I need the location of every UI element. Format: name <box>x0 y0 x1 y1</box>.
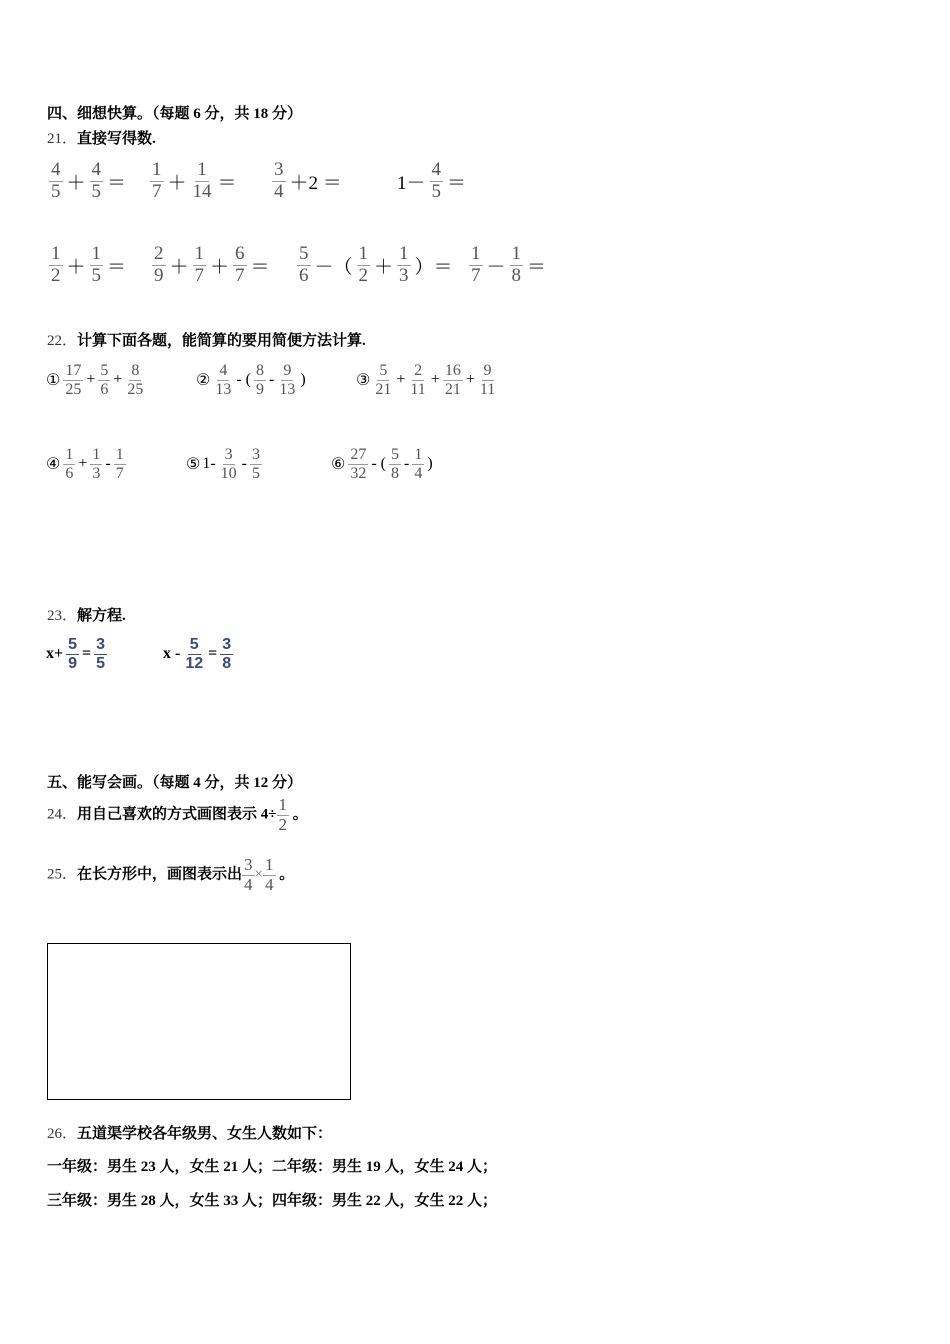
q23-equation-2 <box>162 636 235 672</box>
operator: - <box>269 371 275 389</box>
numerator: 9 <box>483 362 492 379</box>
numerator: 17 <box>65 362 82 379</box>
q21-expr-5 <box>47 244 128 287</box>
numerator: 5 <box>391 446 399 463</box>
q26-number: 26． <box>47 1126 78 1142</box>
denominator: 5 <box>91 264 102 286</box>
operator: = <box>82 645 92 663</box>
operator: ⑥ <box>331 456 346 474</box>
fraction <box>219 446 239 482</box>
numerator: 27 <box>350 446 367 463</box>
numerator: 1 <box>65 446 74 463</box>
numerator: 8 <box>256 362 264 379</box>
q25-end: 。 <box>279 866 295 883</box>
operator: －（ <box>314 256 353 278</box>
numerator: 6 <box>235 243 245 264</box>
denominator: 2 <box>358 264 369 286</box>
section5-title: 五、能写会画。（每题 4 分，共 12 分） <box>47 775 303 791</box>
q23-text: 解方程. <box>77 608 126 624</box>
operator: = <box>208 645 218 663</box>
denominator: 13 <box>279 380 296 398</box>
numerator: 1 <box>194 243 205 264</box>
numerator: 4 <box>219 362 228 379</box>
q24-fraction <box>277 796 290 834</box>
operator: ＋2 ＝ <box>289 172 342 194</box>
operator: ）＝ <box>414 256 453 278</box>
operator: ⑤ <box>186 456 201 474</box>
denominator: 3 <box>92 464 101 482</box>
fraction <box>114 446 126 482</box>
numerator: 1 <box>197 159 207 180</box>
fraction <box>430 160 444 203</box>
q21-expr-2 <box>148 160 239 203</box>
denominator: 14 <box>192 180 212 202</box>
q21-heading <box>47 127 156 148</box>
operator: ② <box>196 372 211 390</box>
denominator: 7 <box>194 264 205 286</box>
denominator: 4 <box>265 874 274 894</box>
q25-text: 在长方形中，画图表示出 <box>77 866 243 883</box>
q25-fraction-2 <box>263 856 276 894</box>
denominator: 6 <box>100 380 109 398</box>
operator: x - <box>163 645 181 663</box>
numerator: 4 <box>91 159 102 180</box>
numerator: 1 <box>278 795 287 814</box>
denominator: 5 <box>91 180 102 202</box>
q21-expr-8 <box>467 244 548 287</box>
denominator: 32 <box>350 464 367 482</box>
fraction <box>150 160 164 203</box>
operator: ＝ <box>527 256 547 278</box>
q22-expr-2 <box>195 362 307 398</box>
operator: - ( <box>371 455 386 473</box>
section4-title: 四、细想快算。（每题 6 分，共 18 分） <box>47 106 303 122</box>
operator: 1－ <box>397 172 426 194</box>
q24-number: 24． <box>47 806 78 823</box>
operator: ＋ <box>66 172 86 194</box>
q21-expr-4 <box>395 160 468 203</box>
numerator: 1 <box>399 243 409 264</box>
operator: ③ <box>356 372 371 390</box>
fraction <box>90 244 104 287</box>
fraction <box>348 446 368 482</box>
q22-expr-3 <box>355 362 499 398</box>
denominator: 6 <box>299 264 309 286</box>
operator: + <box>396 371 406 389</box>
times-sign: × <box>254 866 263 883</box>
operator: ) <box>427 455 433 473</box>
fraction <box>125 362 145 398</box>
denominator: 25 <box>127 380 144 398</box>
denominator: 2 <box>278 814 287 834</box>
operator: ① <box>46 372 61 390</box>
denominator: 11 <box>410 380 426 398</box>
fraction <box>277 362 297 398</box>
operator: ④ <box>46 456 61 474</box>
operator: ＝ <box>250 256 270 278</box>
operator: ＝ <box>447 172 467 194</box>
fraction <box>63 446 75 482</box>
q24-heading <box>47 796 308 834</box>
operator: - <box>241 455 247 473</box>
operator: ＋ <box>210 256 230 278</box>
denominator: 21 <box>375 380 392 398</box>
q21-expr-3 <box>270 160 344 203</box>
numerator: 3 <box>244 855 253 874</box>
numerator: 1 <box>92 446 101 463</box>
numerator: 9 <box>283 362 292 379</box>
fraction <box>357 244 371 287</box>
operator: － <box>486 256 506 278</box>
fraction <box>49 244 63 287</box>
q21-number: 21． <box>47 131 78 147</box>
operator: 1- <box>202 455 216 473</box>
fraction <box>90 160 104 203</box>
numerator: 4 <box>51 159 61 180</box>
fraction <box>49 160 63 203</box>
denominator: 5 <box>252 464 260 482</box>
operator: ＋ <box>374 256 394 278</box>
numerator: 1 <box>115 446 124 463</box>
operator: ＝ <box>107 172 127 194</box>
fraction <box>397 244 411 287</box>
numerator: 8 <box>131 362 140 379</box>
fraction <box>297 244 311 287</box>
operator: ＋ <box>66 256 86 278</box>
q26-text: 五道渠学校各年级男、女生人数如下： <box>77 1126 333 1142</box>
denominator: 5 <box>51 180 61 202</box>
denominator: 7 <box>115 464 124 482</box>
q26-heading <box>47 1122 332 1143</box>
numerator: 1 <box>471 243 481 264</box>
fraction <box>193 244 207 287</box>
denominator: 8 <box>511 264 522 286</box>
denominator: 9 <box>256 380 264 398</box>
q22-number: 22． <box>47 333 78 349</box>
q21-expr-1 <box>47 160 128 203</box>
denominator: 4 <box>244 874 253 894</box>
operator: ＋ <box>167 172 187 194</box>
numerator: 16 <box>444 362 461 379</box>
numerator: 1 <box>511 243 522 264</box>
q25-number: 25． <box>47 866 78 883</box>
q22-expr-5 <box>185 446 264 482</box>
fraction <box>389 446 401 482</box>
q25-heading <box>47 856 294 894</box>
fraction <box>66 636 79 672</box>
fraction <box>272 160 286 203</box>
fraction <box>191 160 214 203</box>
numerator: 5 <box>189 636 199 653</box>
denominator: 7 <box>235 264 245 286</box>
fraction <box>250 446 262 482</box>
operator: ) <box>300 371 306 389</box>
numerator: 1 <box>358 243 369 264</box>
q26-line-1: 一年级：男生 23 人，女生 21 人；二年级：男生 19 人，女生 24 人； <box>47 1159 498 1175</box>
fraction <box>408 362 427 398</box>
fraction <box>94 636 107 672</box>
fraction <box>510 244 524 287</box>
fraction <box>152 244 166 287</box>
operator: + <box>78 455 88 473</box>
q22-expr-1 <box>45 362 147 398</box>
denominator: 5 <box>431 180 442 202</box>
numerator: 1 <box>265 855 274 874</box>
numerator: 3 <box>274 159 284 180</box>
q23-number: 23． <box>47 608 78 624</box>
numerator: 1 <box>152 159 162 180</box>
denominator: 13 <box>215 380 232 398</box>
denominator: 7 <box>471 264 481 286</box>
operator: + <box>430 371 440 389</box>
denominator: 25 <box>65 380 82 398</box>
fraction <box>233 244 247 287</box>
drawing-rectangle[interactable] <box>47 943 351 1100</box>
denominator: 4 <box>274 180 284 202</box>
fraction <box>63 362 83 398</box>
operator: ＝ <box>217 172 237 194</box>
fraction <box>443 362 463 398</box>
denominator: 3 <box>399 264 409 286</box>
numerator: 3 <box>96 636 106 653</box>
q22-text: 计算下面各题，能简算的要用简便方法计算. <box>77 333 366 349</box>
numerator: 1 <box>91 243 102 264</box>
denominator: 11 <box>479 380 496 398</box>
numerator: 3 <box>224 446 233 463</box>
denominator: 8 <box>391 464 399 482</box>
fraction <box>373 362 393 398</box>
operator: + <box>113 371 123 389</box>
fraction <box>98 362 110 398</box>
q22-expr-4 <box>45 446 128 482</box>
denominator: 21 <box>444 380 461 398</box>
numerator: 5 <box>100 362 109 379</box>
numerator: 2 <box>414 362 423 379</box>
operator: - ( <box>236 371 251 389</box>
denominator: 9 <box>154 264 164 286</box>
q23-heading <box>47 604 126 625</box>
numerator: 5 <box>68 636 78 653</box>
denominator: 4 <box>414 464 423 482</box>
fraction <box>213 362 233 398</box>
numerator: 1 <box>51 243 61 264</box>
fraction <box>254 362 266 398</box>
q26-line-2: 三年级：男生 28 人，女生 33 人；四年级：男生 22 人，女生 22 人； <box>47 1193 498 1209</box>
numerator: 5 <box>379 362 388 379</box>
numerator: 5 <box>299 243 309 264</box>
fraction <box>478 362 497 398</box>
q24-text: 用自己喜欢的方式画图表示 4÷ <box>77 806 277 823</box>
denominator: 9 <box>68 654 78 672</box>
q25-fraction-1 <box>242 856 255 894</box>
operator: ＋ <box>169 256 189 278</box>
fraction <box>90 446 102 482</box>
numerator: 3 <box>222 636 232 653</box>
q21-expr-7 <box>295 244 455 287</box>
denominator: 7 <box>152 180 162 202</box>
q22-expr-6 <box>330 446 434 482</box>
q23-equation-1 <box>45 636 109 672</box>
fraction <box>183 636 205 672</box>
fraction <box>412 446 424 482</box>
denominator: 12 <box>185 654 204 672</box>
denominator: 5 <box>96 654 106 672</box>
numerator: 1 <box>414 446 423 463</box>
denominator: 2 <box>51 264 61 286</box>
operator: x+ <box>46 645 64 663</box>
denominator: 8 <box>222 654 232 672</box>
numerator: 3 <box>252 446 260 463</box>
operator: - <box>105 455 111 473</box>
operator: - <box>404 455 410 473</box>
q21-text: 直接写得数. <box>77 131 156 147</box>
fraction <box>220 636 233 672</box>
operator: ＝ <box>107 256 127 278</box>
denominator: 10 <box>220 464 237 482</box>
numerator: 4 <box>431 159 442 180</box>
q22-heading <box>47 329 366 350</box>
denominator: 6 <box>65 464 74 482</box>
operator: + <box>465 371 475 389</box>
q21-expr-6 <box>150 244 272 287</box>
numerator: 2 <box>154 243 164 264</box>
operator: + <box>86 371 96 389</box>
q24-end: 。 <box>292 806 308 823</box>
fraction <box>469 244 483 287</box>
